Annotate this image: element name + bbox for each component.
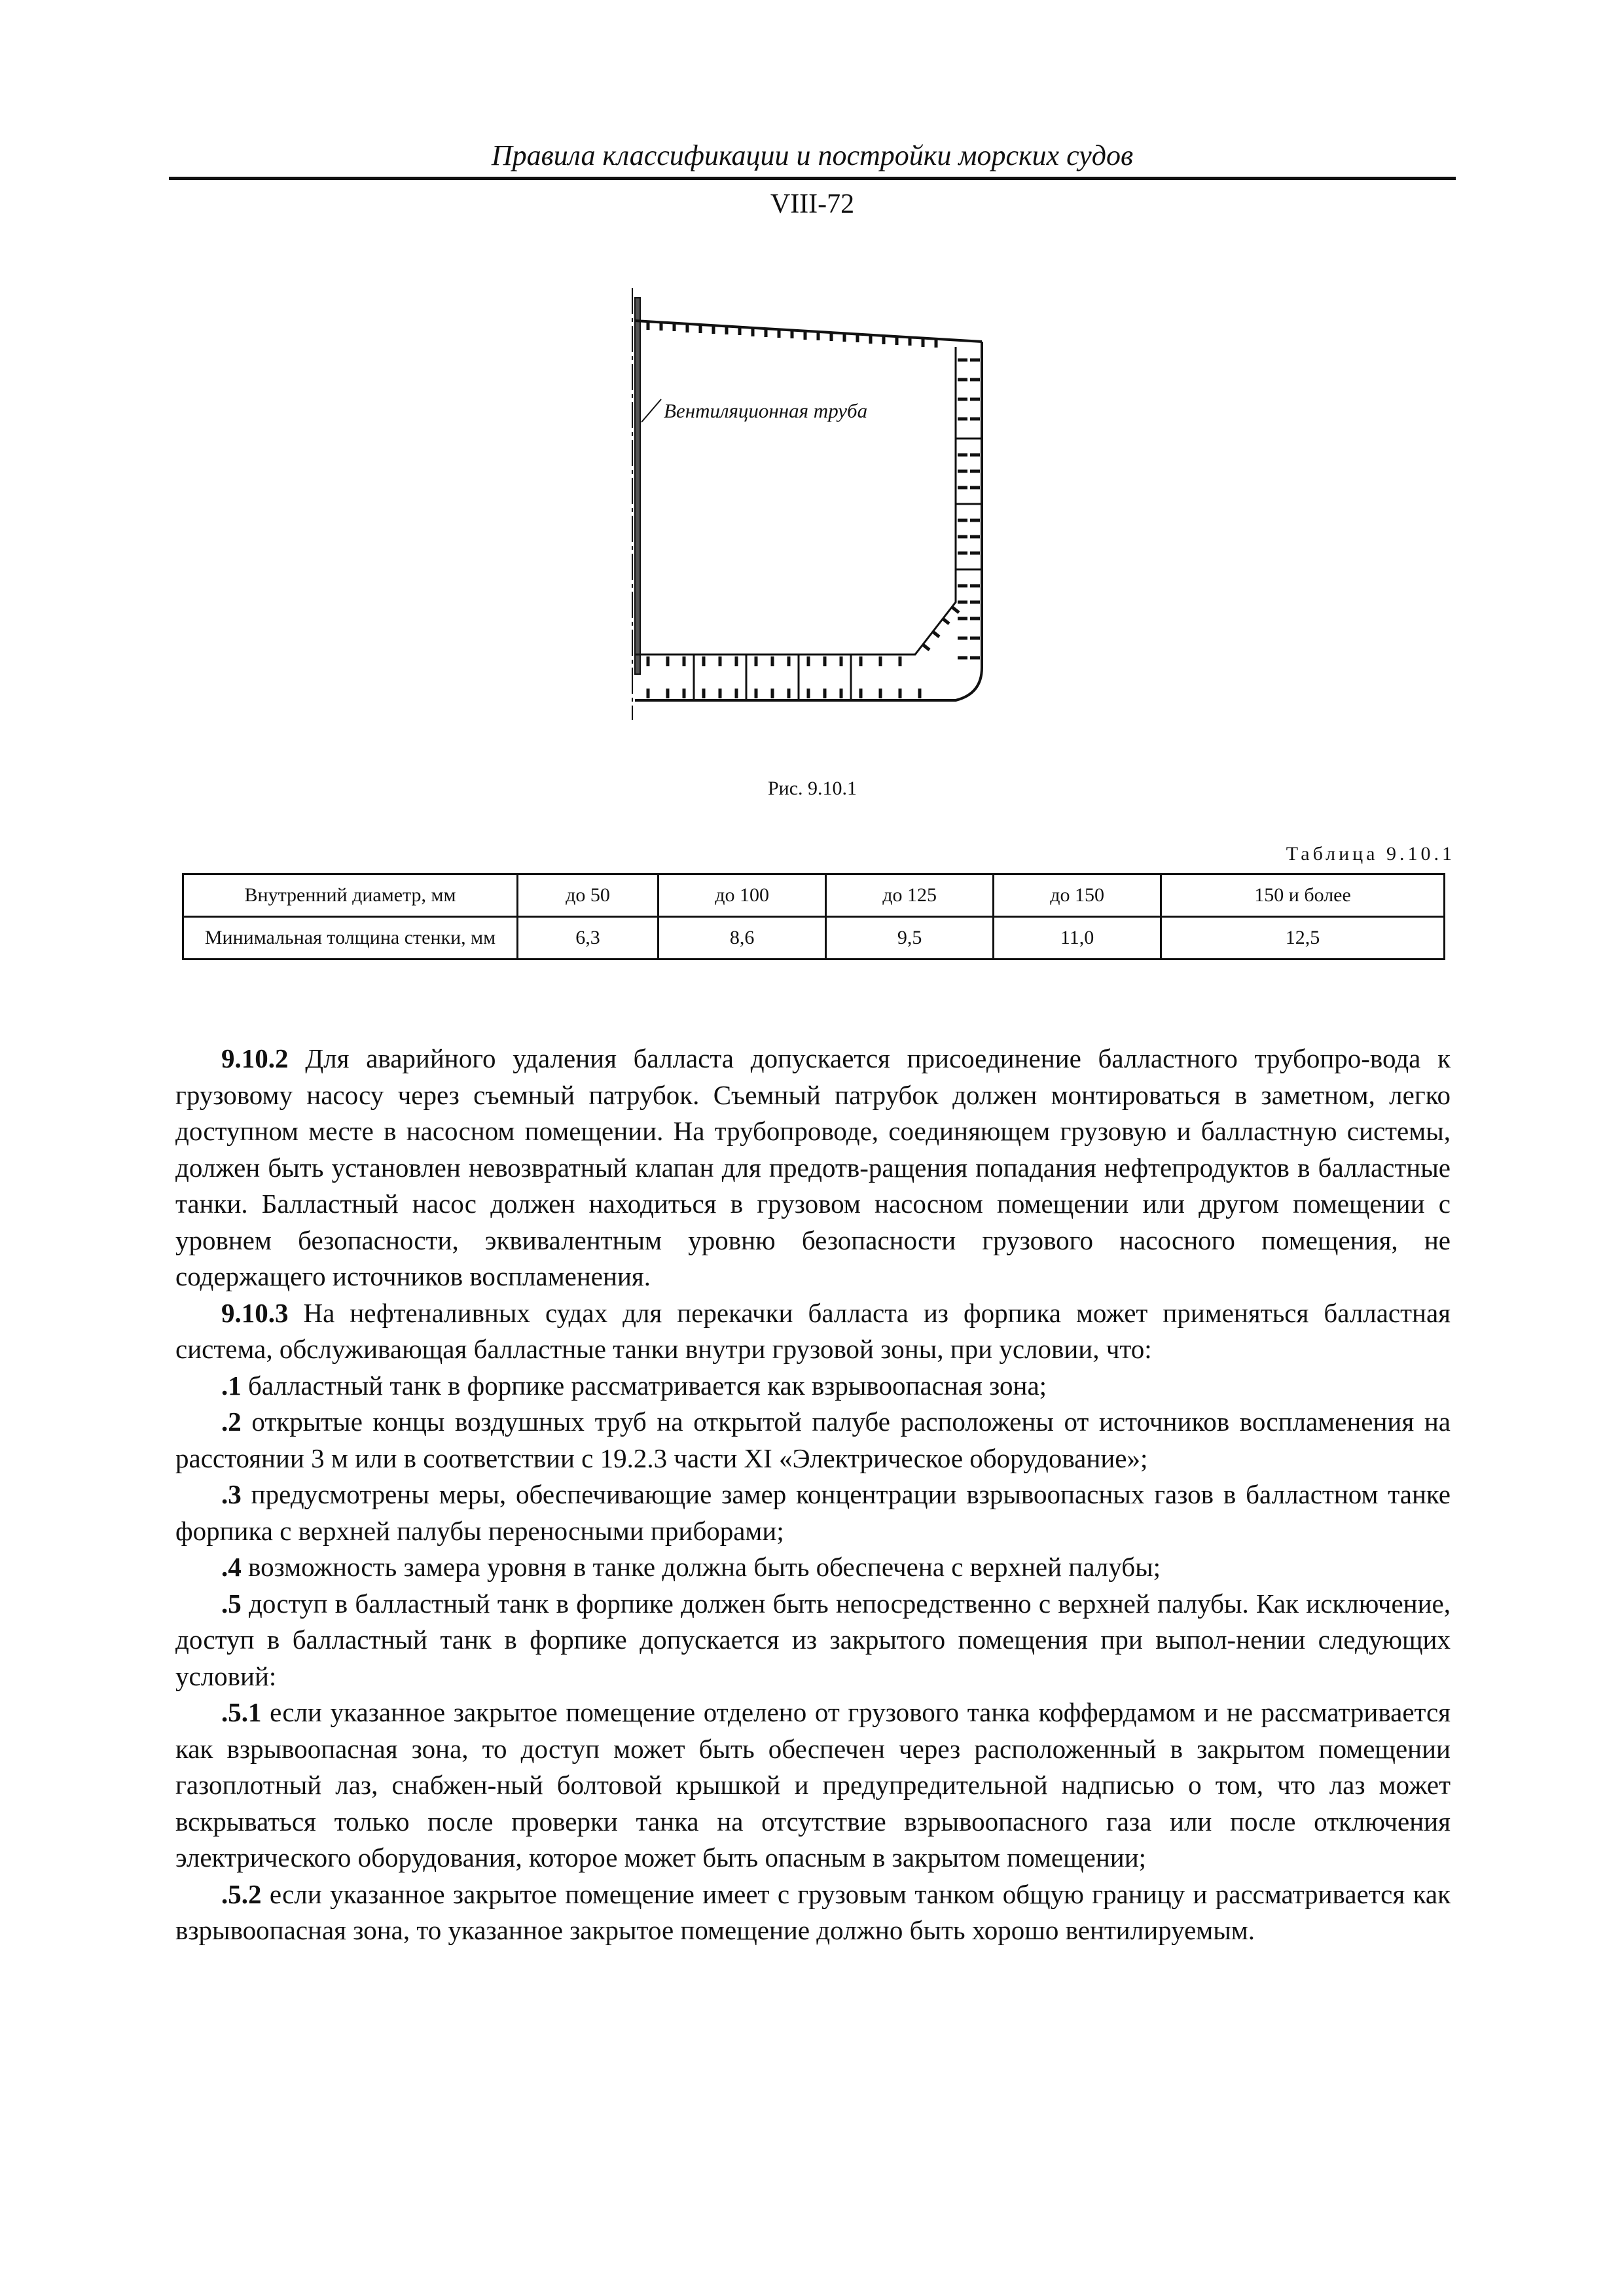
table-cell: 150 и более [1161,874,1445,917]
hull-section-drawing [589,275,995,733]
pipe-wall-thickness-table [182,873,1445,960]
table-cell: 9,5 [826,917,994,960]
item-text: если указанное закрытое помещение имеет с грузовым танком общую границу и рассматривается как взрывоопасная зона, то указанное закрытое помещение должно быть хорошо вентилируемым. [175,1878,1451,1945]
paragraph-text: Для аварийного удаления балласта допускается присоединение балластного трубопро-вода к грузовому насосу через съемный патрубок. Съемный патрубок должен монтироваться в заметном, легко доступном месте в насосном помещении. На трубопроводе, соединяющем грузовую и балластную системы, должен быть установлен невозвратный клапан для предотв-ращения попадания нефтепродуктов в балластные танки. Балластный насос должен находиться в грузовом насосном помещении или другом помещении с уровнем безопасности, эквивалентным уровню безопасности грузового насосного помещения, не содержащего источников воспламенения. [175,1043,1451,1291]
item-number: .5.1 [221,1697,262,1727]
list-item [175,1549,1451,1586]
table-cell: 6,3 [518,917,659,960]
figure-caption: Рис. 9.10.1 [767,778,857,799]
item-text: предусмотрены меры, обеспечивающие замер концентрации взрывоопасных газов в балластном танке форпика с верхней палубы переносными приборами; [175,1479,1451,1546]
header-rule [169,177,1456,180]
table-caption: Таблица 9.10.1 [1286,843,1455,865]
item-number: .2 [221,1407,242,1437]
body-text [175,1041,1451,1949]
item-number: .1 [221,1370,242,1401]
vent-pipe-label: Вентиляционная труба [664,399,868,422]
item-text: балластный танк в форпике рассматривается как взрывоопасная зона; [241,1370,1047,1401]
outer-hull [635,342,982,700]
side-stiffeners [958,360,980,658]
item-number: .5.2 [221,1878,262,1909]
running-title: Правила классификации и постройки морских судов [491,139,1134,171]
paragraph-9-10-3 [175,1295,1451,1368]
clause-number: 9.10.2 [221,1043,289,1073]
list-item [175,1586,1451,1695]
row-header: Внутренний диаметр, мм [183,874,518,917]
page-header [169,137,1456,174]
list-item [175,1368,1451,1405]
table-cell: до 150 [994,874,1161,917]
inner-hull [635,347,956,655]
list-item [175,1477,1451,1549]
table-row [183,874,1445,917]
table-cell: 11,0 [994,917,1161,960]
leader-line [641,399,661,422]
item-text: открытые концы воздушных труб на открытой палубе расположены от источников воспламенения на расстоянии 3 м или в соответствии с 19.2.3 части XI «Электрическое оборудование»; [175,1407,1451,1473]
item-number: .4 [221,1552,242,1582]
clause-number: 9.10.3 [221,1297,289,1328]
table-cell: 12,5 [1161,917,1445,960]
page-number: VIII-72 [770,189,855,219]
row-header: Минимальная толщина стенки, мм [183,917,518,960]
figure-9-10-1 [589,275,995,733]
list-item [175,1404,1451,1477]
item-text: если указанное закрытое помещение отделено от грузового танка коффердамом и не рассматривается как взрывоопасная зона, то доступ может быть обеспечен через расположенный в закрытом помещении газоплотный лаз, снабжен-ный болтовой крышкой и предупредительной надписью о том, что лаз может вскрываться только после проверки танка на отсутствие взрывоопасного газа или после отключения электрического оборудования, которое может быть опасным в закрытом помещении; [175,1697,1451,1873]
paragraph-9-10-2 [175,1041,1451,1295]
table-row [183,917,1445,960]
list-item [175,1876,1451,1949]
bottom-stiffeners [648,656,920,698]
list-item [175,1695,1451,1876]
table-cell: до 50 [518,874,659,917]
item-text: возможность замера уровня в танке должна быть обеспечена с верхней палубы; [241,1552,1161,1582]
table-cell: до 100 [659,874,826,917]
item-number: .3 [221,1479,242,1509]
item-number: .5 [221,1588,242,1619]
item-text: доступ в балластный танк в форпике должен быть непосредственно с верхней палубы. Как исключение, доступ в балластный танк в форпике допускается из закрытого помещения при выпол-нении следующих условий: [175,1588,1451,1691]
vent-pipe [635,298,640,674]
hopper-stiffeners [923,607,959,650]
table-cell: 8,6 [659,917,826,960]
paragraph-text: На нефтеналивных судах для перекачки балласта из форпика может применяться балластная система, обслуживающая балластные танки внутри грузовой зоны, при условии, что: [175,1297,1451,1364]
deck-stiffeners [648,322,936,348]
table-cell: до 125 [826,874,994,917]
